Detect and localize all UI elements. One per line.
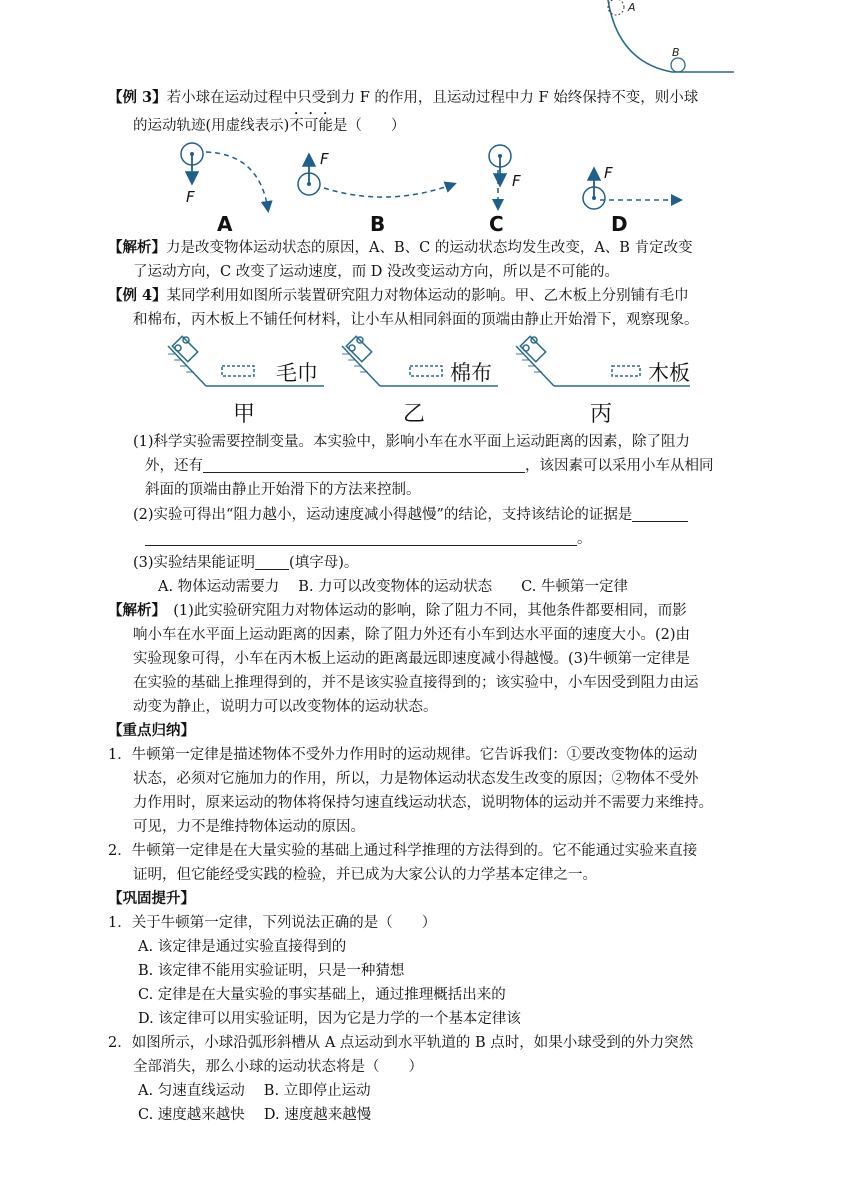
force-label-d: F	[604, 164, 613, 182]
option-a-label: A	[217, 212, 233, 236]
key-point1-line2: 状态，必须对它施加力的作用，所以，力是物体运动状态发生改变的原因；②物体不受外	[133, 771, 699, 787]
analysis4-text1: (1)此实验研究阻力对物体运动的影响，除了阻力不同，其他条件都要相同，而影	[158, 603, 687, 619]
surface-label-board: 木板	[648, 361, 690, 385]
caption-jia: 甲	[233, 402, 256, 427]
option-d-diagram	[583, 170, 680, 209]
cart-1-dashed	[222, 366, 254, 376]
analysis3-text1: 力是改变物体运动状态的原因，A、B、C 的运动状态均发生改变，A、B 肯定改变	[166, 240, 693, 256]
cart-3	[520, 336, 545, 361]
example4-line1	[108, 284, 689, 308]
ex4-q1-post: ，该因素可以采用小车从相同	[525, 458, 714, 474]
key-points-title: 【重点归纳】	[108, 722, 195, 739]
example3-line1	[108, 86, 698, 110]
ex4-q2-text: (2)实验可得出“阻力越小，运动速度减小得越慢”的结论，支持该结论的证据是	[133, 507, 633, 523]
trajectory-options-figure	[168, 140, 688, 240]
ex4-q2-line1	[133, 503, 688, 527]
ex4-q3-line	[133, 551, 358, 575]
practice-q1-option-a: A. 该定律是通过实验直接得到的	[138, 939, 347, 955]
analysis4-line1	[108, 599, 687, 623]
practice-q2-options-row2: C. 速度越来越快 D. 速度越来越慢	[138, 1107, 372, 1123]
ex4-q2-answer-blank-2[interactable]	[145, 529, 577, 546]
analysis3-title: 【解析】	[108, 239, 166, 256]
cart-1	[172, 336, 197, 361]
practice-q1-option-b: B. 该定律不能用实验证明，只是一种猜想	[138, 963, 405, 979]
cart-2	[346, 336, 371, 361]
practice-title: 【巩固提升】	[108, 890, 195, 907]
ex4-q1-line2	[145, 454, 714, 478]
ex4-q3-options: A. 物体运动需要力 B. 力可以改变物体的运动状态 C. 牛顿第一定律	[158, 579, 628, 595]
analysis4-title: 【解析】	[108, 602, 159, 619]
example3-title: 【例 3】	[108, 89, 167, 106]
label-b: B	[672, 46, 680, 59]
practice-q1-option-d: D. 该定律可以用实验证明，因为它是力学的一个基本定律该	[138, 1011, 521, 1027]
option-d-label: D	[611, 212, 628, 236]
practice-q2-line1: 2．如图所示，小球沿弧形斜槽从 A 点运动到水平轨道的 B 点时，如果小球受到的外力突然	[108, 1035, 694, 1051]
force-label-c: F	[512, 172, 521, 190]
key-point1-line3: 力作用时，原来运动的物体将保持匀速直线运动状态，说明物体的运动并不需要力来维持。	[133, 795, 713, 811]
option-c-diagram	[489, 145, 511, 208]
ex4-q1-line3: 斜面的顶端由静止开始滑下的方法来控制。	[145, 482, 421, 498]
ex4-q2-end: 。	[577, 531, 592, 547]
curved-track	[608, 0, 734, 72]
ex4-q3-post: (填字母)。	[289, 555, 359, 571]
practice-q1-stem: 1．关于牛顿第一定律，下列说法正确的是（ ）	[108, 915, 437, 931]
example3-line2	[133, 110, 405, 138]
caption-bing: 丙	[590, 402, 613, 427]
ex4-q1-line1: (1)科学实验需要控制变量。本实验中，影响小车在水平面上运动距离的因素，除了阻力	[133, 434, 691, 450]
ball-position-b	[671, 58, 685, 72]
ex4-q1-pre: 外，还有	[145, 458, 203, 474]
analysis4-line4: 在实验的基础上推理得到的，并不是该实验直接得到的；该实验中，小车因受到阻力由运	[133, 675, 699, 691]
example4-title: 【例 4】	[108, 287, 167, 304]
cart-2-dashed	[410, 366, 442, 376]
ex4-q2-answer-blank-1[interactable]	[632, 505, 688, 522]
curved-track-figure	[600, 0, 740, 80]
practice-q1-option-c: C. 定律是在大量实验的事实基础上，通过推理概括出来的	[138, 987, 506, 1003]
surface-label-towel: 毛巾	[276, 361, 318, 385]
practice-q2-line2: 全部消失，那么小球的运动状态将是（ ）	[133, 1059, 423, 1075]
analysis4-line5: 动变为静止，说明力可以改变物体的运动状态。	[133, 699, 438, 715]
cart-3-dashed	[612, 366, 640, 376]
ex4-q3-answer-blank[interactable]	[255, 553, 289, 570]
key-point2-line2: 证明，但它能经受实践的检验，并已成为大家公认的力学基本定律之一。	[133, 867, 597, 883]
key-point1-line1: 1．牛顿第一定律是描述物体不受外力作用时的运动规律。它告诉我们：①要改变物体的运动	[108, 747, 698, 763]
surface-label-cotton: 棉布	[450, 361, 492, 385]
label-a: A	[628, 1, 636, 14]
option-b-label: B	[370, 212, 386, 236]
caption-yi: 乙	[403, 402, 426, 427]
key-point2-line1: 2．牛顿第一定律是在大量实验的基础上通过科学推理的方法得到的。它不能通过实验来直接	[108, 843, 698, 859]
example3-text1: 若小球在运动过程中只受到力 F 的作用，且运动过程中力 F 始终保持不变，则小球	[166, 90, 699, 106]
analysis4-line3: 实验现象可得，小车在丙木板上运动的距离最远即速度减小得越慢。(3)牛顿第一定律是	[133, 651, 691, 667]
ex4-q2-line2	[145, 527, 592, 551]
option-c-label: C	[489, 212, 504, 236]
example4-text1: 某同学利用如图所示装置研究阻力对物体运动的影响。甲、乙木板上分别铺有毛巾	[166, 288, 689, 304]
ramp-experiment-figure	[166, 332, 706, 396]
example3-text2-post: 是（ ）	[332, 118, 406, 134]
ex4-q1-answer-blank[interactable]	[203, 456, 525, 473]
ex4-q3-pre: (3)实验结果能证明	[133, 555, 256, 571]
practice-q2-options-row1: A. 匀速直线运动 B. 立即停止运动	[138, 1083, 371, 1099]
analysis3-line1	[108, 236, 693, 260]
analysis4-line2: 响小车在水平面上运动距离的因素，除了阻力外还有小车到达水平面的速度大小。(2)由	[133, 627, 691, 643]
analysis3-line2: 了运动方向，C 改变了运动速度，而 D 没改变运动方向，所以是不可能的。	[133, 264, 620, 280]
example4-line2: 和棉布，丙木板上不铺任何材料，让小车从相同斜面的顶端由静止开始滑下，观察现象。	[133, 312, 699, 328]
key-point1-line4: 可见，力不是维持物体运动的原因。	[133, 819, 365, 835]
force-label-a: F	[186, 188, 195, 206]
force-label-b: F	[320, 150, 329, 168]
example3-text2-pre: 的运动轨迹(用虚线表示)	[133, 118, 290, 134]
example3-emphasis: 不可能	[289, 118, 333, 134]
